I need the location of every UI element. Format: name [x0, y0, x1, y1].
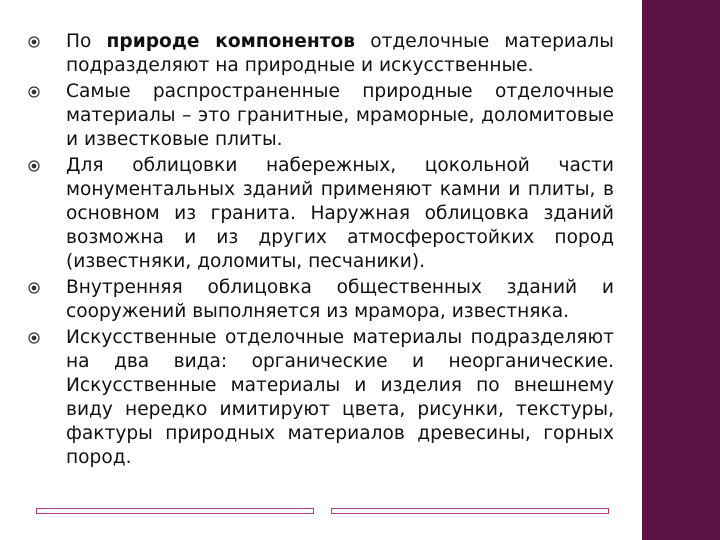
bullet-text: Внутренняя облицовка общественных зданий и сооружений выполняется из мрамора, известняка.	[66, 277, 614, 322]
bullet-text: Искусственные отделочные материалы подразделяют на два вида: органические и неорганические. Искусственные материалы и изделия по внешнему виду нередко имитируют цвета, рисунки, текстуры, фактуры природных материалов древесины, горных пород.	[66, 327, 614, 468]
bullet-list	[28, 30, 614, 472]
circled-dot-icon	[28, 86, 40, 98]
list-item	[28, 154, 614, 274]
footer-divider-right	[331, 508, 609, 514]
bullet-text: Самые распространенные природные отделочные материалы – это гранитные, мраморные, доломитовые и известковые плиты.	[66, 81, 614, 150]
footer-divider-left	[36, 508, 314, 514]
list-item	[28, 276, 614, 324]
circled-dot-icon	[28, 332, 40, 344]
circled-dot-icon	[28, 160, 40, 172]
list-item	[28, 30, 614, 78]
right-decorative-bar	[642, 0, 720, 540]
list-item	[28, 80, 614, 152]
list-item	[28, 326, 614, 470]
circled-dot-icon	[28, 36, 40, 48]
bullet-text: По природе компонентов отделочные материалы подразделяют на природные и искусственные.	[66, 31, 614, 76]
circled-dot-icon	[28, 282, 40, 294]
bullet-text: Для облицовки набережных, цокольной части монументальных зданий применяют камни и плиты, в основном из гранита. Наружная облицовка зданий возможна и из других атмосферостойких пород (известняки, доломиты, песчаники).	[66, 155, 614, 272]
